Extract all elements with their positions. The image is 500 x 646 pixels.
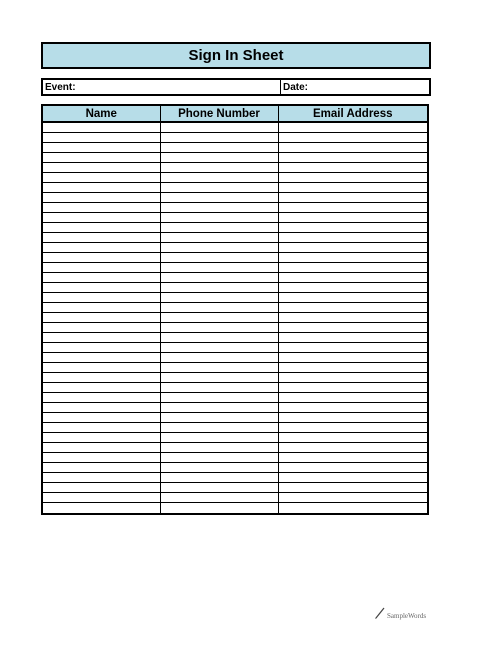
table-row — [42, 172, 428, 182]
name-cell[interactable] — [42, 212, 160, 222]
table-row — [42, 422, 428, 432]
email-address-cell[interactable] — [278, 252, 428, 262]
table-row — [42, 132, 428, 142]
email-address-cell[interactable] — [278, 222, 428, 232]
table-row — [42, 162, 428, 172]
name-cell[interactable] — [42, 172, 160, 182]
name-cell[interactable] — [42, 122, 160, 132]
email-address-cell[interactable] — [278, 492, 428, 502]
phone-number-cell[interactable] — [160, 292, 278, 302]
name-cell[interactable] — [42, 272, 160, 282]
name-cell[interactable] — [42, 372, 160, 382]
phone-number-cell[interactable] — [160, 282, 278, 292]
phone-number-cell[interactable] — [160, 202, 278, 212]
phone-number-cell[interactable] — [160, 382, 278, 392]
phone-number-cell[interactable] — [160, 152, 278, 162]
email-address-cell[interactable] — [278, 422, 428, 432]
table-row — [42, 212, 428, 222]
table-row — [42, 382, 428, 392]
event-label: Event: — [45, 81, 76, 93]
samplewords-logo — [374, 606, 426, 620]
table-row — [42, 492, 428, 502]
table-row — [42, 232, 428, 242]
table-row — [42, 192, 428, 202]
email-address-cell[interactable] — [278, 162, 428, 172]
table-row — [42, 332, 428, 342]
table-row — [42, 152, 428, 162]
pen-icon — [374, 606, 386, 620]
email-address-cell[interactable] — [278, 202, 428, 212]
name-cell[interactable] — [42, 292, 160, 302]
phone-number-cell[interactable] — [160, 452, 278, 462]
email-address-cell[interactable] — [278, 122, 428, 132]
phone-number-cell[interactable] — [160, 442, 278, 452]
name-cell[interactable] — [42, 302, 160, 312]
sign-in-table — [41, 104, 429, 515]
phone-number-cell[interactable] — [160, 242, 278, 252]
name-cell[interactable] — [42, 232, 160, 242]
name-cell[interactable] — [42, 352, 160, 362]
name-cell[interactable] — [42, 312, 160, 322]
email-address-cell[interactable] — [278, 392, 428, 402]
email-address-cell[interactable] — [278, 462, 428, 472]
header-email-address: Email Address — [278, 105, 428, 122]
email-address-cell[interactable] — [278, 312, 428, 322]
email-address-cell[interactable] — [278, 362, 428, 372]
phone-number-cell[interactable] — [160, 142, 278, 152]
table-row — [42, 482, 428, 492]
table-row — [42, 242, 428, 252]
header-phone-number: Phone Number — [160, 105, 278, 122]
name-cell[interactable] — [42, 132, 160, 142]
phone-number-cell[interactable] — [160, 392, 278, 402]
phone-number-cell[interactable] — [160, 352, 278, 362]
email-address-cell[interactable] — [278, 342, 428, 352]
date-field[interactable] — [281, 80, 429, 94]
name-cell[interactable] — [42, 162, 160, 172]
phone-number-cell[interactable] — [160, 432, 278, 442]
table-row — [42, 302, 428, 312]
email-address-cell[interactable] — [278, 442, 428, 452]
email-address-cell[interactable] — [278, 322, 428, 332]
email-address-cell[interactable] — [278, 272, 428, 282]
table-row — [42, 352, 428, 362]
sheet-title-banner — [41, 42, 431, 69]
email-address-cell[interactable] — [278, 212, 428, 222]
name-cell[interactable] — [42, 332, 160, 342]
phone-number-cell[interactable] — [160, 322, 278, 332]
phone-number-cell[interactable] — [160, 132, 278, 142]
phone-number-cell[interactable] — [160, 192, 278, 202]
table-row — [42, 372, 428, 382]
table-row — [42, 392, 428, 402]
name-cell[interactable] — [42, 182, 160, 192]
phone-number-cell[interactable] — [160, 272, 278, 282]
name-cell[interactable] — [42, 342, 160, 352]
event-date-row — [41, 78, 431, 96]
name-cell[interactable] — [42, 202, 160, 212]
email-address-cell[interactable] — [278, 432, 428, 442]
phone-number-cell[interactable] — [160, 362, 278, 372]
table-row — [42, 502, 428, 514]
email-address-cell[interactable] — [278, 402, 428, 412]
table-body — [42, 122, 428, 514]
phone-number-cell[interactable] — [160, 372, 278, 382]
date-label: Date: — [283, 81, 309, 93]
phone-number-cell[interactable] — [160, 122, 278, 132]
email-address-cell[interactable] — [278, 142, 428, 152]
table-row — [42, 472, 428, 482]
phone-number-cell[interactable] — [160, 262, 278, 272]
name-cell[interactable] — [42, 442, 160, 452]
table-row — [42, 362, 428, 372]
table-row — [42, 312, 428, 322]
table-row — [42, 292, 428, 302]
phone-number-cell[interactable] — [160, 252, 278, 262]
table-row — [42, 282, 428, 292]
name-cell[interactable] — [42, 242, 160, 252]
name-cell[interactable] — [42, 142, 160, 152]
phone-number-cell[interactable] — [160, 472, 278, 482]
name-cell[interactable] — [42, 462, 160, 472]
phone-number-cell[interactable] — [160, 482, 278, 492]
email-address-cell[interactable] — [278, 262, 428, 272]
table-row — [42, 202, 428, 212]
phone-number-cell[interactable] — [160, 182, 278, 192]
name-cell[interactable] — [42, 402, 160, 412]
phone-number-cell[interactable] — [160, 312, 278, 322]
email-address-cell[interactable] — [278, 472, 428, 482]
table-row — [42, 342, 428, 352]
name-cell[interactable] — [42, 412, 160, 422]
phone-number-cell[interactable] — [160, 492, 278, 502]
name-cell[interactable] — [42, 252, 160, 262]
phone-number-cell[interactable] — [160, 462, 278, 472]
name-cell[interactable] — [42, 222, 160, 232]
phone-number-cell[interactable] — [160, 232, 278, 242]
phone-number-cell[interactable] — [160, 502, 278, 514]
name-cell[interactable] — [42, 502, 160, 514]
table-row — [42, 222, 428, 232]
table-row — [42, 442, 428, 452]
email-address-cell[interactable] — [278, 372, 428, 382]
name-cell[interactable] — [42, 152, 160, 162]
name-cell[interactable] — [42, 262, 160, 272]
name-cell[interactable] — [42, 282, 160, 292]
phone-number-cell[interactable] — [160, 342, 278, 352]
email-address-cell[interactable] — [278, 332, 428, 342]
email-address-cell[interactable] — [278, 232, 428, 242]
table-row — [42, 142, 428, 152]
name-cell[interactable] — [42, 192, 160, 202]
name-cell[interactable] — [42, 382, 160, 392]
phone-number-cell[interactable] — [160, 332, 278, 342]
email-address-cell[interactable] — [278, 192, 428, 202]
name-cell[interactable] — [42, 492, 160, 502]
event-field[interactable] — [43, 80, 281, 94]
table-header-row — [42, 105, 428, 122]
table-row — [42, 122, 428, 132]
phone-number-cell[interactable] — [160, 302, 278, 312]
phone-number-cell[interactable] — [160, 412, 278, 422]
table-row — [42, 452, 428, 462]
table-row — [42, 322, 428, 332]
name-cell[interactable] — [42, 422, 160, 432]
email-address-cell[interactable] — [278, 132, 428, 142]
name-cell[interactable] — [42, 482, 160, 492]
sheet-title: Sign In Sheet — [188, 47, 284, 64]
phone-number-cell[interactable] — [160, 172, 278, 182]
phone-number-cell[interactable] — [160, 162, 278, 172]
email-address-cell[interactable] — [278, 302, 428, 312]
email-address-cell[interactable] — [278, 482, 428, 492]
table-row — [42, 182, 428, 192]
email-address-cell[interactable] — [278, 292, 428, 302]
email-address-cell[interactable] — [278, 182, 428, 192]
table-row — [42, 412, 428, 422]
table-row — [42, 262, 428, 272]
name-cell[interactable] — [42, 392, 160, 402]
email-address-cell[interactable] — [278, 282, 428, 292]
email-address-cell[interactable] — [278, 382, 428, 392]
email-address-cell[interactable] — [278, 452, 428, 462]
table-row — [42, 272, 428, 282]
email-address-cell[interactable] — [278, 502, 428, 514]
email-address-cell[interactable] — [278, 412, 428, 422]
email-address-cell[interactable] — [278, 172, 428, 182]
phone-number-cell[interactable] — [160, 422, 278, 432]
table-row — [42, 252, 428, 262]
name-cell[interactable] — [42, 432, 160, 442]
header-name: Name — [42, 105, 160, 122]
phone-number-cell[interactable] — [160, 222, 278, 232]
table-row — [42, 432, 428, 442]
name-cell[interactable] — [42, 452, 160, 462]
table-row — [42, 462, 428, 472]
name-cell[interactable] — [42, 472, 160, 482]
email-address-cell[interactable] — [278, 152, 428, 162]
phone-number-cell[interactable] — [160, 212, 278, 222]
email-address-cell[interactable] — [278, 352, 428, 362]
phone-number-cell[interactable] — [160, 402, 278, 412]
name-cell[interactable] — [42, 362, 160, 372]
table-row — [42, 402, 428, 412]
logo-text: SampleWords — [387, 612, 427, 620]
name-cell[interactable] — [42, 322, 160, 332]
email-address-cell[interactable] — [278, 242, 428, 252]
